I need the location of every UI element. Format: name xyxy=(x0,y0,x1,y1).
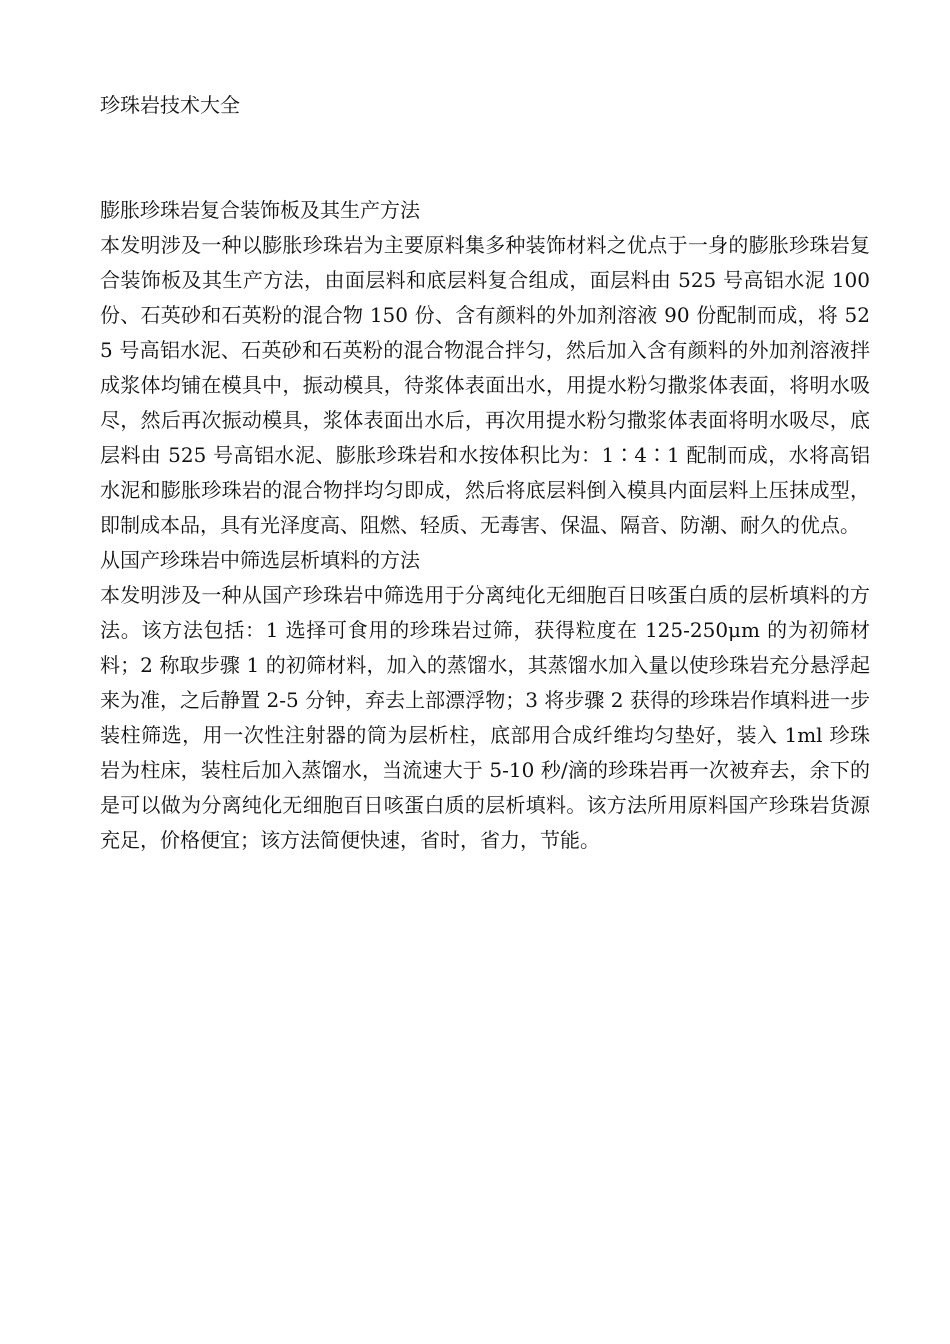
section-heading: 从国产珍珠岩中筛选层析填料的方法 xyxy=(100,548,420,572)
document-content xyxy=(100,88,870,858)
document-title: 珍珠岩技术大全 xyxy=(100,93,240,117)
section-expanded-perlite-board xyxy=(100,193,870,543)
section-body: 本发明涉及一种以膨胀珍珠岩为主要原料集多种装饰材料之优点于一身的膨胀珍珠岩复合装饰板及其生产方法，由面层料和底层料复合组成，面层料由 525 号高铝水泥 100 份、石英砂和石英粉的混合物 150 份、含有颜料的外加剂溶液 90 份配制而成，将 525 号高铝水泥、石英砂和石英粉的混合物混合拌匀，然后加入含有颜料的外加剂溶液拌成浆体均铺在模具中，振动模具，待浆体表面出水，用提水粉匀撒浆体表面，将明水吸尽，然后再次振动模具，浆体表面出水后，再次用提水粉匀撒浆体表面将明水吸尽，底层料由 525 号高铝水泥、膨胀珍珠岩和水按体积比为：1∶4∶1 配制而成，水将高铝水泥和膨胀珍珠岩的混合物拌均匀即成，然后将底层料倒入模具内面层料上压抹成型，即制成本品，具有光泽度高、阻燃、轻质、无毒害、保温、隔音、防潮、耐久的优点。 xyxy=(100,233,870,537)
section-heading: 膨胀珍珠岩复合装饰板及其生产方法 xyxy=(100,198,420,222)
section-body: 本发明涉及一种从国产珍珠岩中筛选用于分离纯化无细胞百日咳蛋白质的层析填料的方法。该方法包括：1 选择可食用的珍珠岩过筛，获得粒度在 125-250μm 的为初筛材料；2 称取步骤 1 的初筛材料，加入的蒸馏水，其蒸馏水加入量以使珍珠岩充分悬浮起来为准，之后静置 2-5 分钟，弃去上部漂浮物；3 将步骤 2 获得的珍珠岩作填料进一步装柱筛选，用一次性注射器的筒为层析柱，底部用合成纤维均匀垫好，装入 1ml 珍珠岩为柱床，装柱后加入蒸馏水，当流速大于 5-10 秒/滴的珍珠岩再一次被弃去，余下的是可以做为分离纯化无细胞百日咳蛋白质的层析填料。该方法所用原料国产珍珠岩货源充足，价格便宜；该方法简便快速，省时，省力，节能。 xyxy=(100,583,870,852)
section-chromatography-filler xyxy=(100,543,870,858)
